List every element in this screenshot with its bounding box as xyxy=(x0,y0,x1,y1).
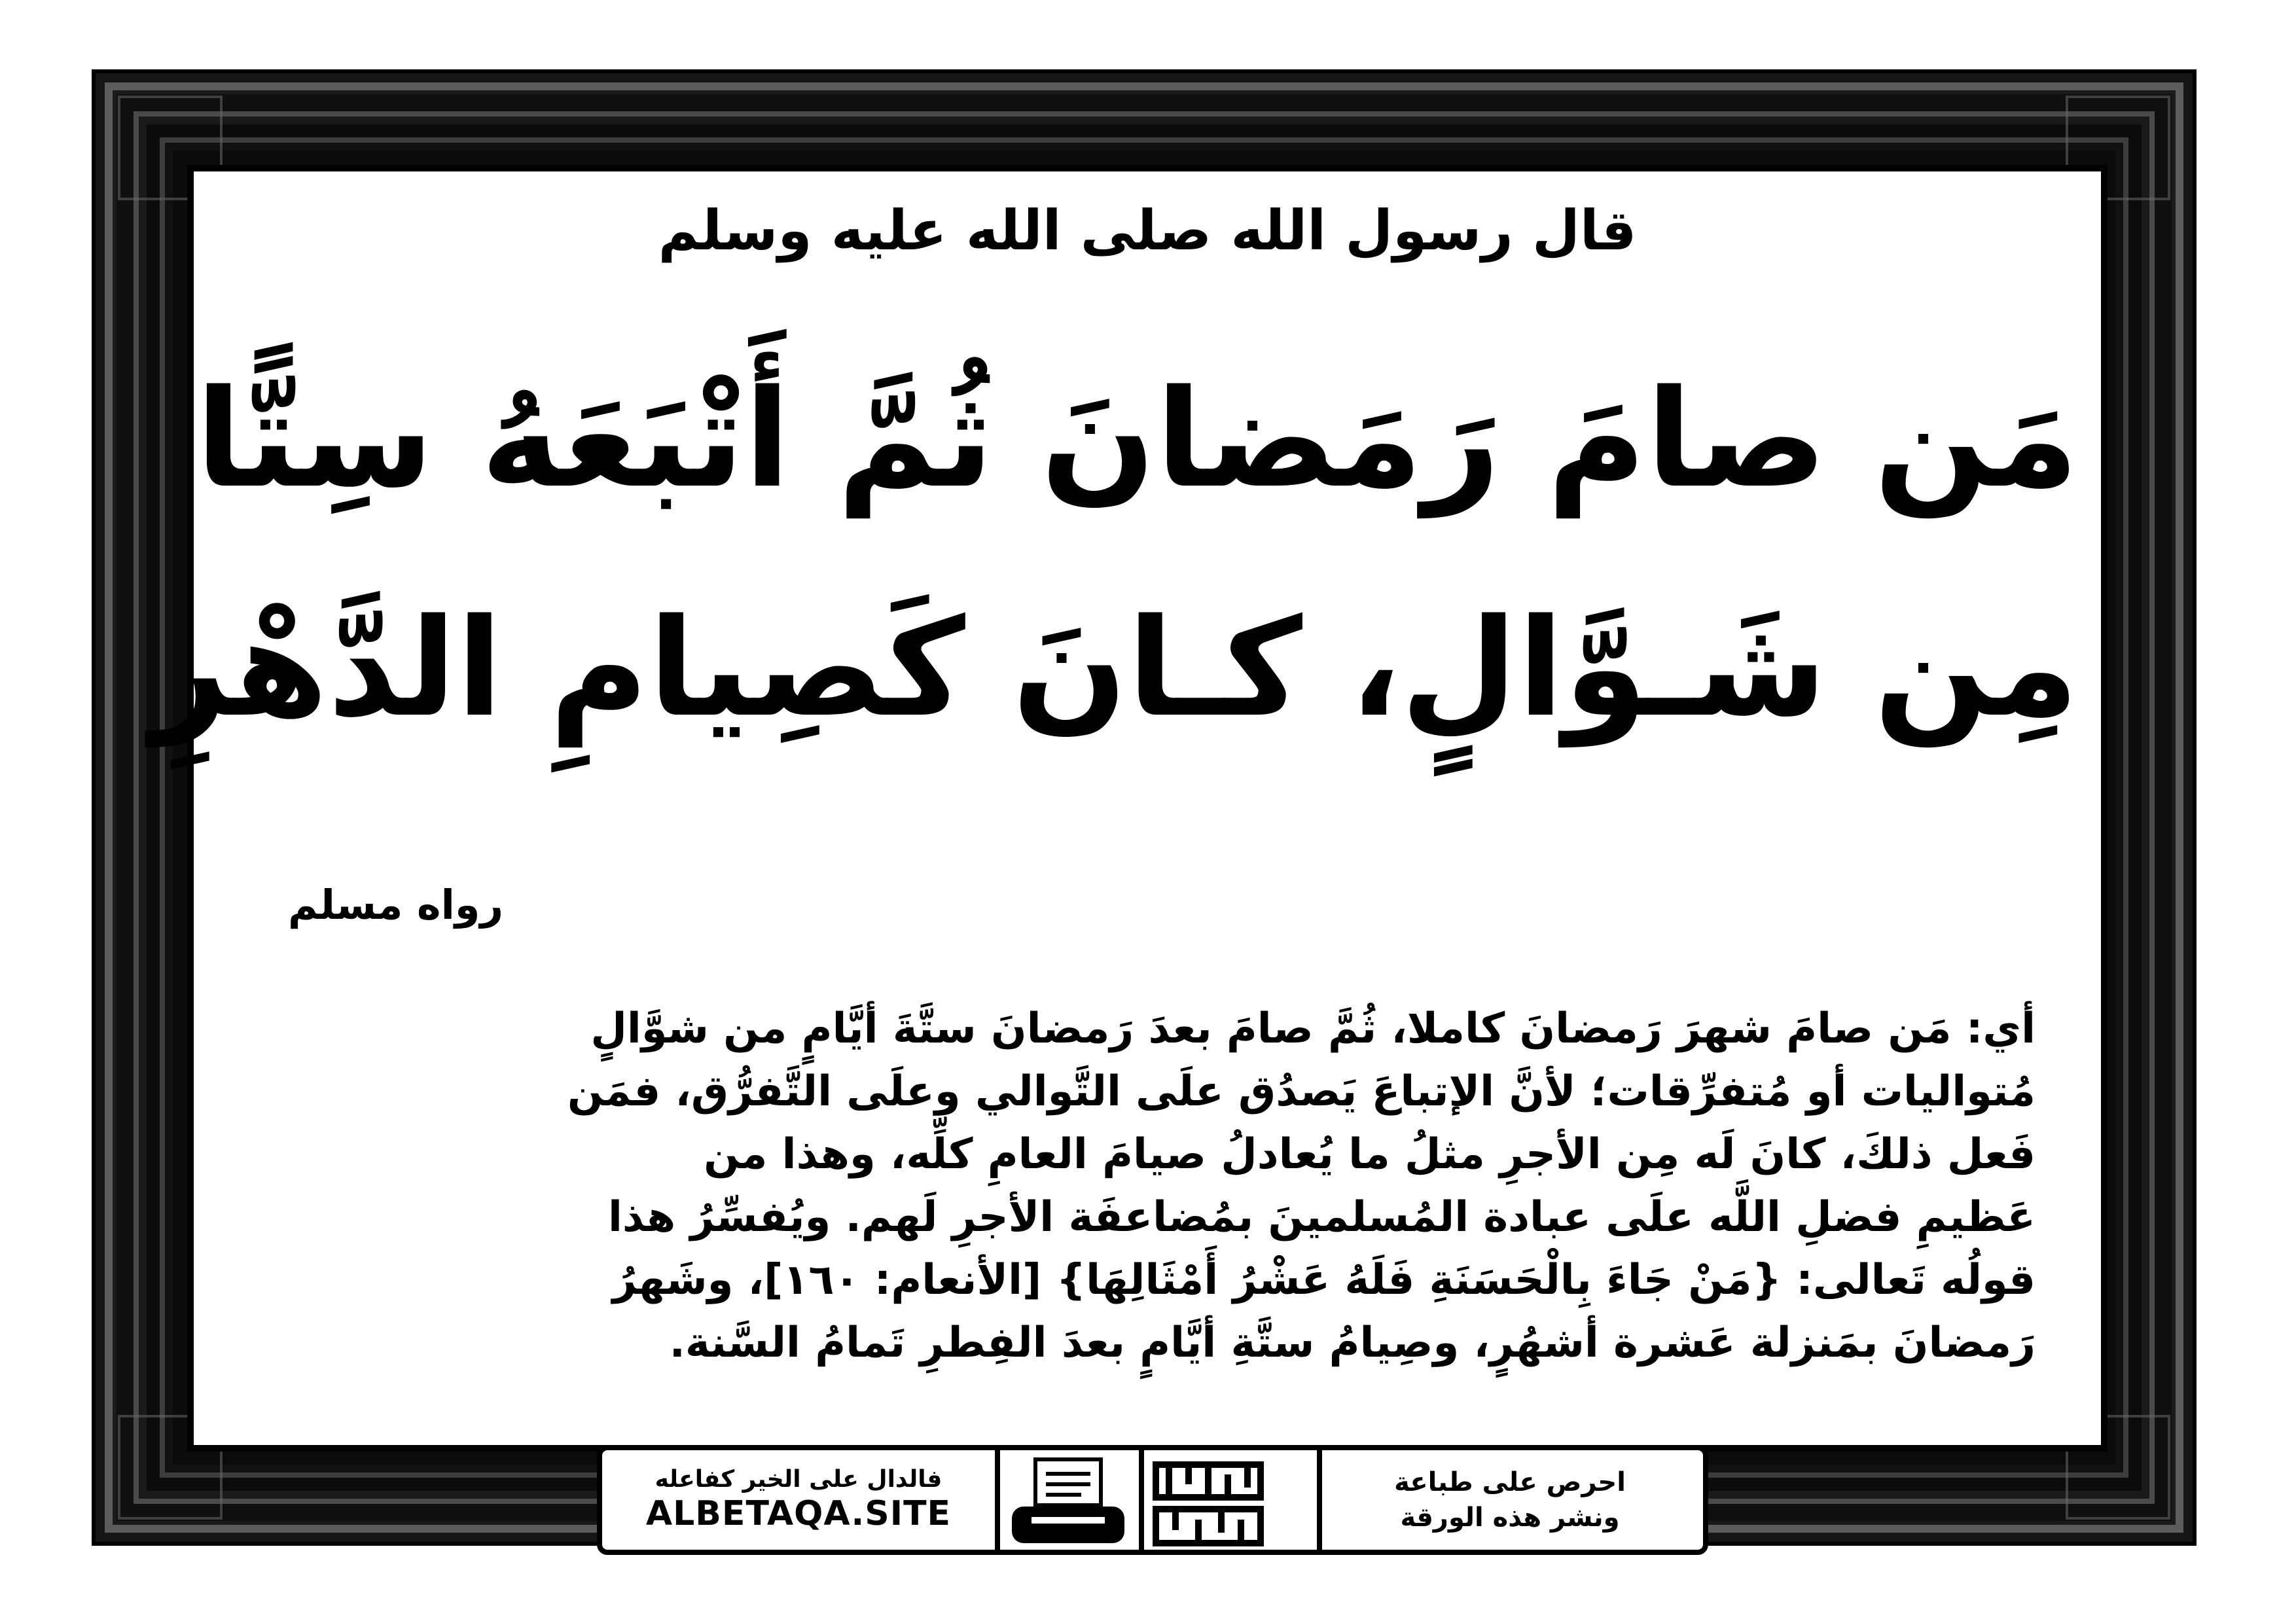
explanation-line: فَعل ذلكَ، كانَ لَه مِن الأجرِ مثلُ ما يُعادلُ صيامَ العامِ كلِّه، وهذا من xyxy=(704,1130,2036,1179)
page-title: قال رسول الله صلى الله عليه وسلم xyxy=(658,198,1637,262)
explanation-line: أي: مَن صامَ شهرَ رَمضانَ كاملا، ثُمَّ صامَ بعدَ رَمضانَ ستَّةَ أيَّامٍ من شوَّالٍ xyxy=(590,1005,2036,1053)
explanation-paragraph xyxy=(262,997,2036,1374)
hadith-line-2: مِن شَـوَّالٍ، كـانَ كَصِيامِ الدَّهْرِ xyxy=(150,590,2079,747)
logo-mark xyxy=(1143,1452,1274,1555)
site-link[interactable]: ALBETAQA.SITE xyxy=(645,1494,952,1534)
explanation-line: عَظيمِ فضلِ اللَّه علَى عبادة المُسلمينَ بمُضاعفَة الأجرِ لَهم. ويُفسِّرُ هذا xyxy=(607,1193,2036,1241)
footer-print-line-1: احرص على طباعة xyxy=(1394,1467,1626,1497)
footer-site-section xyxy=(602,1450,995,1550)
footer-print-line-2: ونشر هذه الورقة xyxy=(1400,1503,1620,1533)
footer-caption: فالدال على الخير كفاعله xyxy=(655,1466,942,1493)
footer-banner xyxy=(597,1445,1708,1555)
hadith-line-1: مَن صامَ رَمَضانَ ثُمَّ أَتْبَعَهُ سِتًّا xyxy=(195,361,2079,518)
explanation-line: قولُه تَعالى: {مَنْ جَاءَ بِالْحَسَنَةِ فَلَهُ عَشْرُ أَمْثَالِهَا} [الأنعام: ١٦٠]، وشَهرُ xyxy=(612,1256,2036,1304)
printer-icon xyxy=(1003,1457,1134,1548)
explanation-line: رَمضانَ بمَنزلة عَشرة أشهُرٍ، وصِيامُ ستَّةِ أيَّامٍ بعدَ الفِطرِ تَمامُ السَّنة. xyxy=(669,1319,2036,1367)
narrator-attribution: رواه مسلم xyxy=(288,881,504,929)
footer-divider xyxy=(995,1450,1000,1550)
explanation-line: مُتواليات أو مُتفرِّقات؛ لأنَّ الإتباعَ يَصدُق علَى التَّوالي وعلَى التَّفرُّق، فمَن xyxy=(567,1067,2036,1116)
footer-print-section xyxy=(1317,1450,1703,1550)
